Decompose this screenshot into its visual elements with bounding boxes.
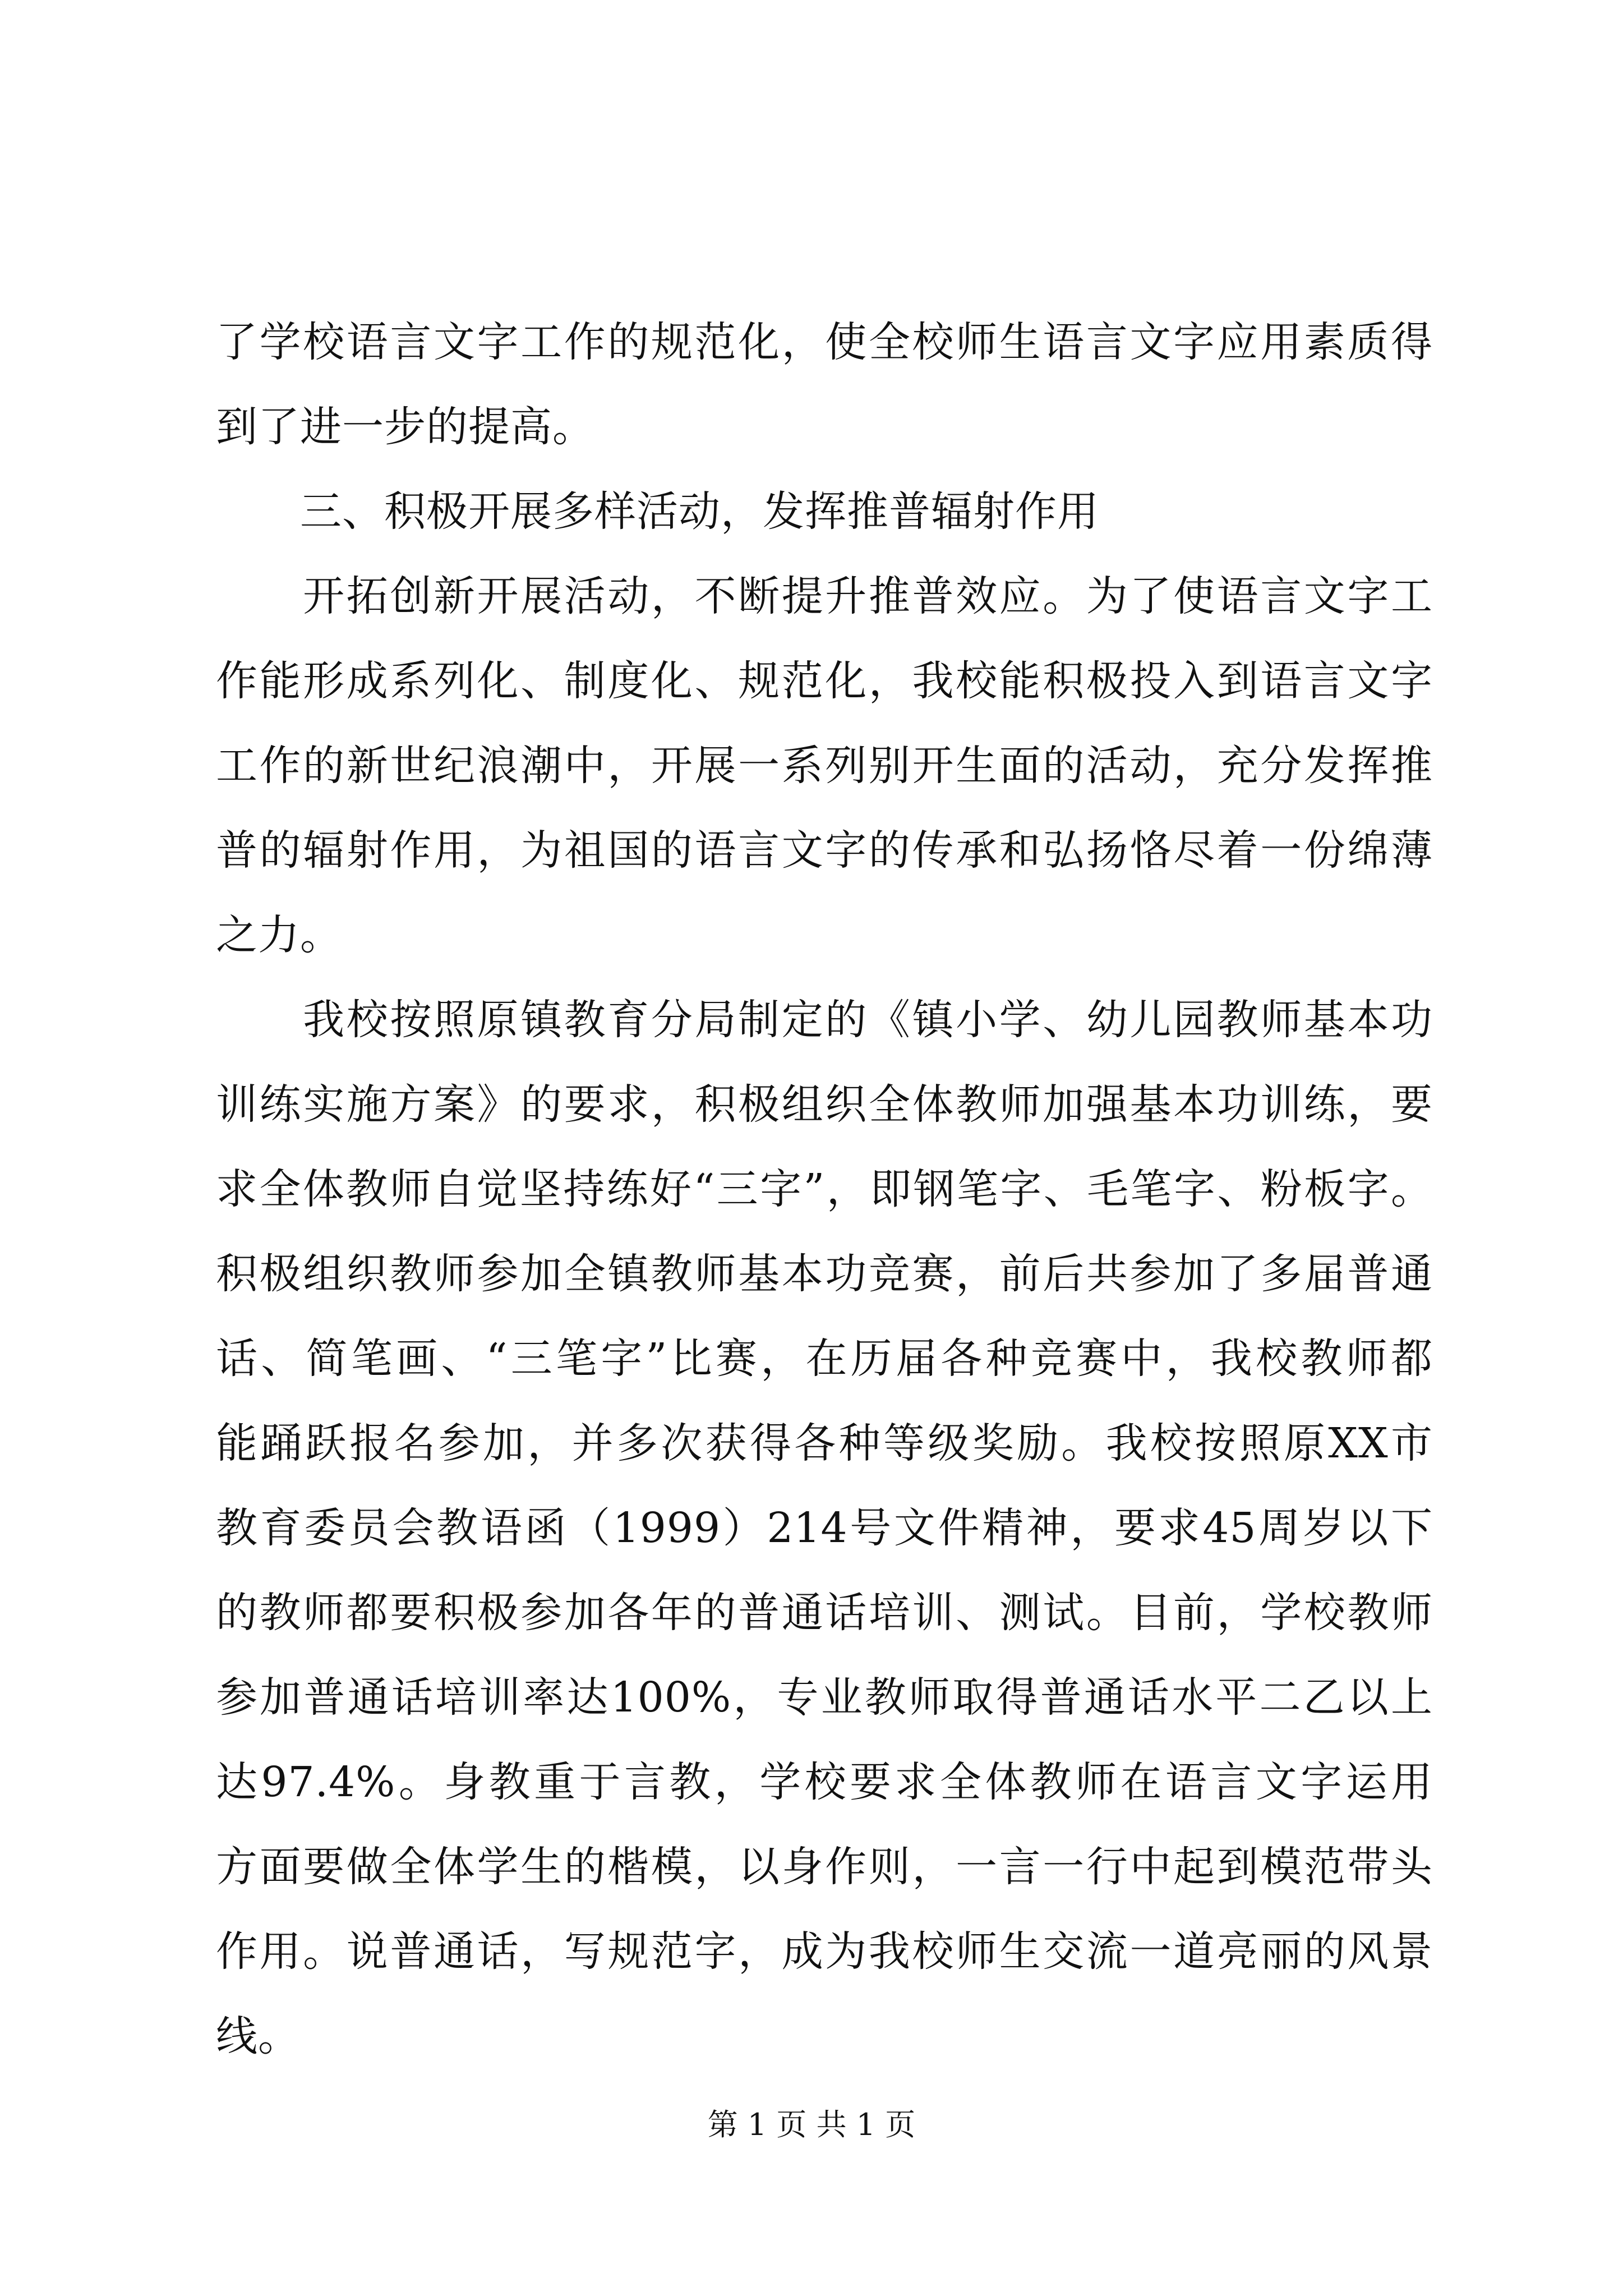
text-line: 话、简笔画、“三笔字”比赛，在历届各种竞赛中，我校教师都 [216,1335,1433,1383]
text-line: 参加普通话培训率达100%，专业教师取得普通话水平二乙以上 [216,1673,1433,1722]
text-line: 教育委员会教语函（1999）214号文件精神，要求45周岁以下 [216,1504,1433,1552]
text-line: 训练实施方案》的要求，积极组织全体教师加强基本功训练，要 [216,1080,1433,1129]
text-line: 普的辐射作用，为祖国的语言文字的传承和弘扬恪尽着一份绵薄 [216,826,1433,875]
text-line: 之力。 [216,911,342,959]
text-line: 作用。说普通话，写规范字，成为我校师生交流一道亮丽的风景 [216,1927,1433,1976]
text-line: 达97.4%。身教重于言教，学校要求全体教师在语言文字运用 [216,1758,1433,1806]
text-line: 线。 [216,2012,300,2060]
section-heading: 三、积极开展多样活动，发挥推普辐射作用 [216,487,1099,536]
text-line: 开拓创新开展活动，不断提升推普效应。为了使语言文字工 [216,572,1433,620]
text-line: 工作的新世纪浪潮中，开展一系列别开生面的活动，充分发挥推 [216,742,1433,790]
body-text [216,300,1433,2079]
text-line: 的教师都要积极参加各年的普通话培训、测试。目前，学校教师 [216,1589,1433,1637]
page-number-label: 第 1 页 共 1 页 [707,2107,916,2142]
text-line: 能踊跃报名参加，并多次获得各种等级奖励。我校按照原XX市 [216,1419,1433,1467]
text-line: 作能形成系列化、制度化、规范化，我校能积极投入到语言文字 [216,657,1433,705]
text-line: 到了进一步的提高。 [216,403,594,451]
text-line: 方面要做全体学生的楷模，以身作则，一言一行中起到模范带头 [216,1843,1433,1891]
text-line: 求全体教师自觉坚持练好“三字”，即钢笔字、毛笔字、粉板字。 [216,1165,1433,1213]
text-line: 积极组织教师参加全镇教师基本功竞赛，前后共参加了多届普通 [216,1250,1433,1298]
page-footer [0,2101,1623,2144]
text-line: 我校按照原镇教育分局制定的《镇小学、幼儿园教师基本功 [216,996,1433,1044]
text-line: 了学校语言文字工作的规范化，使全校师生语言文字应用素质得 [216,318,1433,366]
